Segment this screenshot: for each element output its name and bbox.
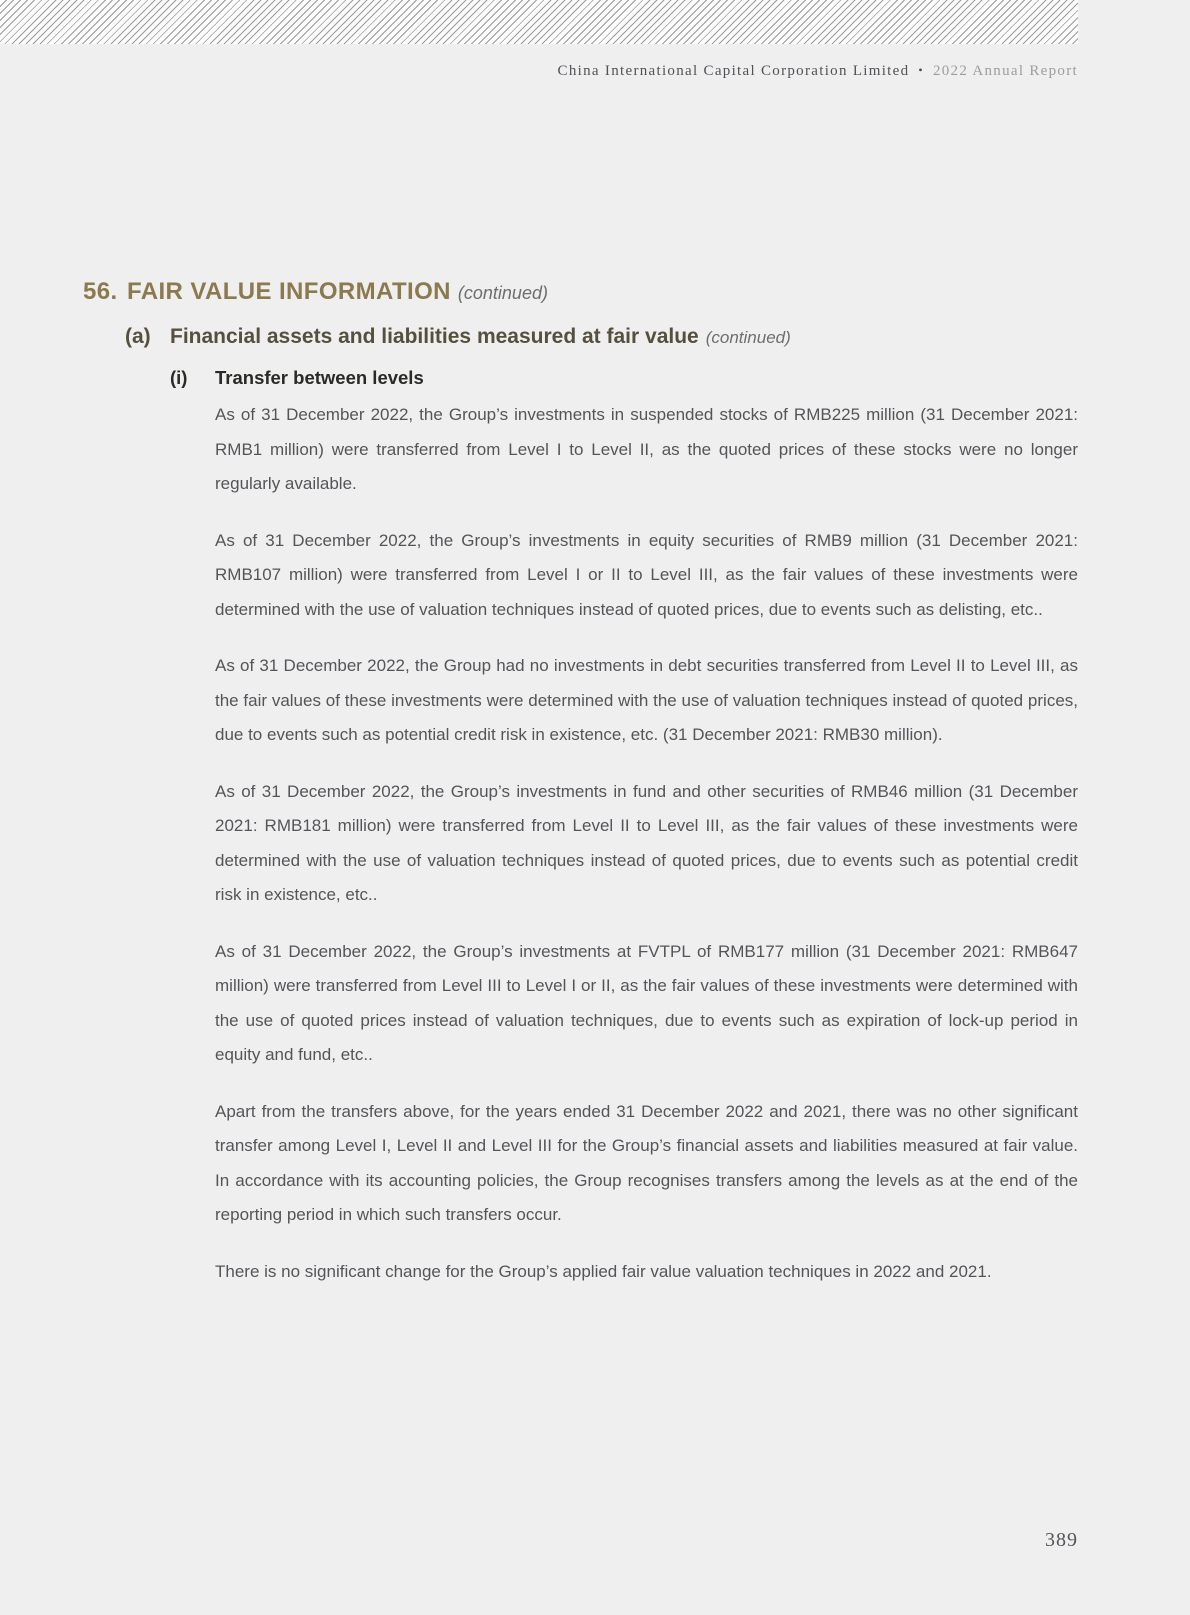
clause-heading bbox=[170, 366, 1078, 389]
body-text bbox=[215, 398, 1078, 1289]
subsection-continued-note: (continued) bbox=[705, 328, 791, 347]
paragraph: As of 31 December 2022, the Group had no investments in debt securities transferred from Level II to Level III, as the fair values of these investments were determined with the use of valuation techniques instead of quoted prices, due to events such as potential credit risk in existence, etc. (31 December 2021: RMB30 million). bbox=[215, 656, 1078, 745]
company-name: China International Capital Corporation Limited bbox=[557, 63, 910, 79]
subsection-label: (a) bbox=[125, 325, 151, 348]
paragraph: As of 31 December 2022, the Group’s investments at FVTPL of RMB177 million (31 December 2021: RMB647 million) were transferred from Level III to Level I or II, as the fair values of these investments were determined with the use of quoted prices instead of valuation techniques, due to events such as expiration of lock-up period in equity and fund, etc.. bbox=[215, 941, 1078, 1065]
bullet-separator: • bbox=[918, 63, 924, 77]
paragraph: As of 31 December 2022, the Group’s investments in fund and other securities of RMB46 million (31 December 2021: RMB181 million) were transferred from Level II to Level III, as the fair values of these investments were determined with the use of valuation techniques instead of quoted prices, due to events such as potential credit risk in existence, etc.. bbox=[215, 781, 1078, 905]
report-title: 2022 Annual Report bbox=[932, 63, 1078, 79]
paragraph: As of 31 December 2022, the Group’s investments in equity securities of RMB9 million (31 December 2021: RMB107 million) were transferred from Level I or II to Level III, as the fair values of these investments were determined with the use of valuation techniques instead of quoted prices, due to events such as delisting, etc.. bbox=[215, 530, 1078, 619]
subsection-title-wrap bbox=[170, 324, 791, 350]
clause-title: Transfer between levels bbox=[215, 367, 424, 389]
section-title-wrap bbox=[127, 277, 548, 307]
paragraph: There is no significant change for the Group’s applied fair value valuation techniques in 2022 and 2021. bbox=[215, 1261, 992, 1281]
clause-label: (i) bbox=[170, 367, 188, 389]
paragraph: Apart from the transfers above, for the years ended 31 December 2022 and 2021, there was no other significant transfer among Level I, Level II and Level III for the Group’s financial assets and liabilities measured at fair value. In accordance with its accounting policies, the Group recognises transfers among the levels as at the end of the reporting period in which such transfers occur. bbox=[215, 1101, 1078, 1225]
subsection-title: Financial assets and liabilities measured at fair value bbox=[170, 325, 699, 348]
section-continued-note: (continued) bbox=[457, 283, 548, 303]
subsection-heading bbox=[125, 324, 1078, 350]
running-header bbox=[558, 63, 1078, 80]
section-number: 56. bbox=[83, 278, 118, 305]
page-number: 389 bbox=[1045, 1529, 1078, 1551]
paragraph: As of 31 December 2022, the Group’s investments in suspended stocks of RMB225 million (31 December 2021: RMB1 million) were transferred from Level I to Level II, as the quoted prices of these stocks were no longer regularly available. bbox=[215, 405, 1078, 494]
diagonal-hatch-decoration bbox=[0, 0, 1078, 44]
section-heading bbox=[83, 277, 1078, 307]
section-title: FAIR VALUE INFORMATION bbox=[127, 278, 451, 305]
main-content bbox=[83, 277, 1078, 1289]
